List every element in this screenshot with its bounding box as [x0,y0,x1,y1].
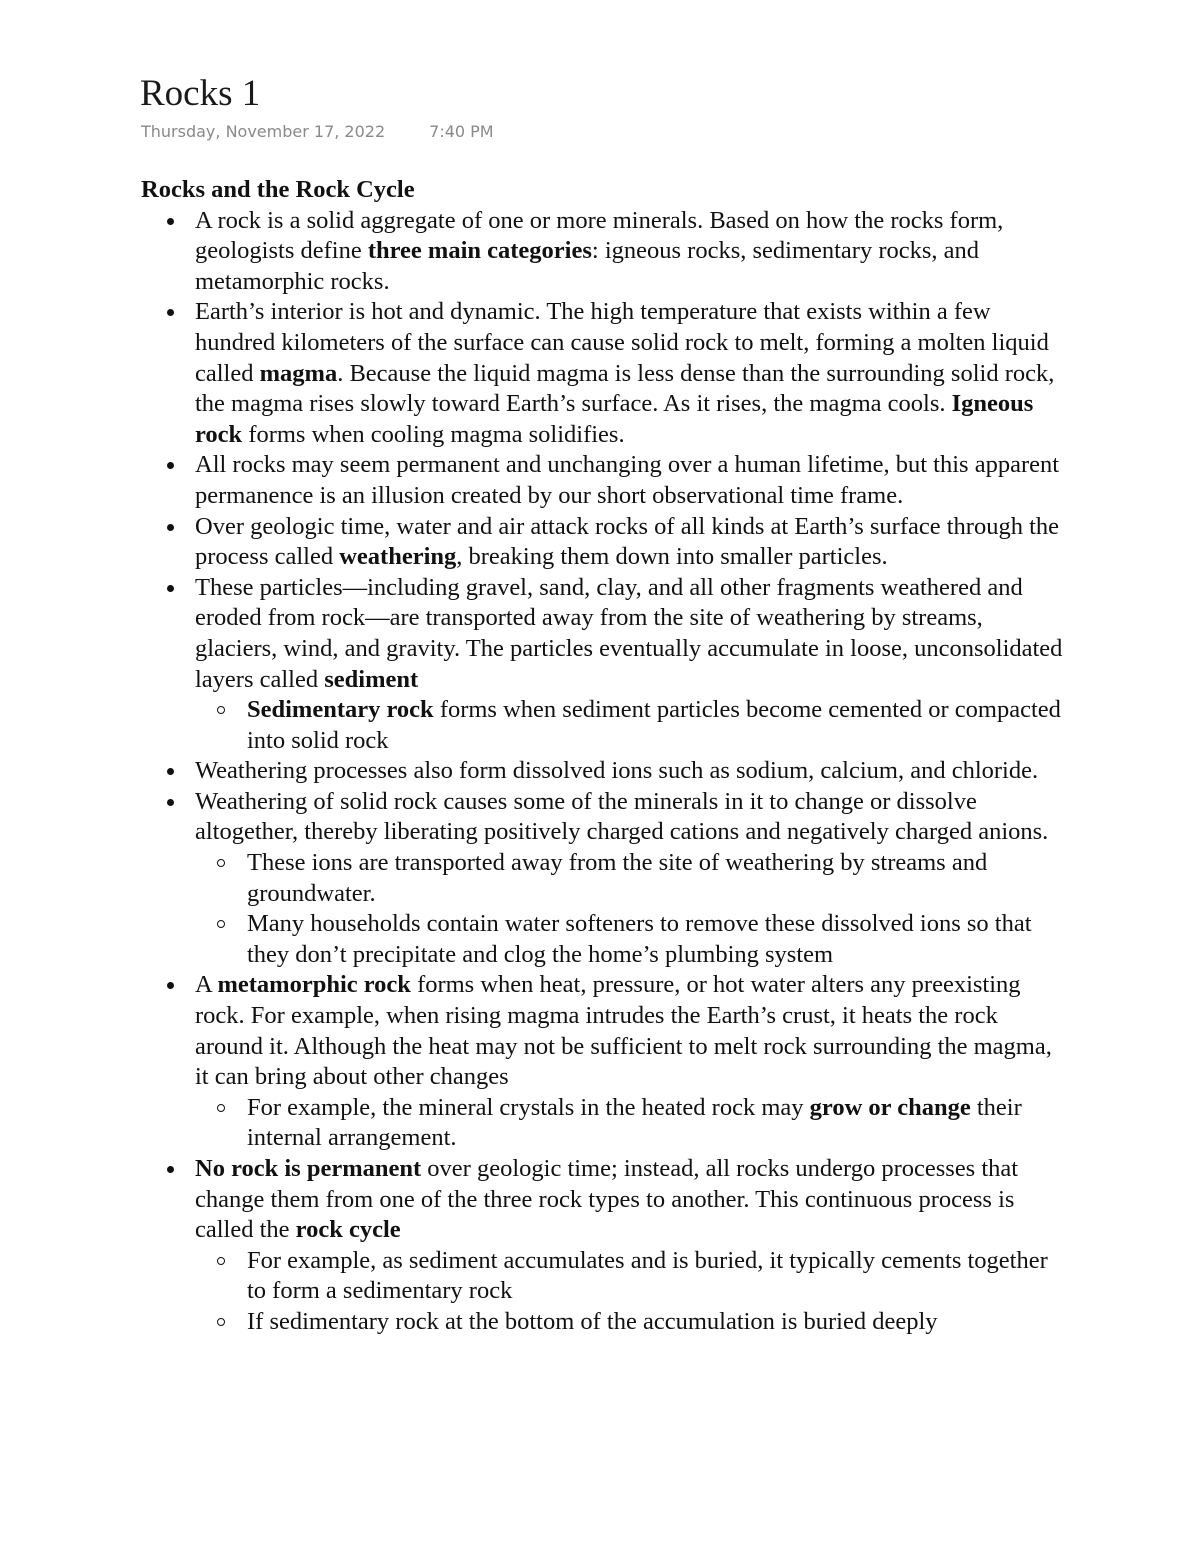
bullet-text: , breaking them down into smaller particles. [456,543,888,571]
bullet-text: Over geologic time, water and air attack rocks of all kinds at Earth’s surface through the process called [195,512,1059,571]
bullet-text: forms when cooling magma solidifies. [242,420,625,448]
sub-bullet-list [195,1246,1071,1338]
sub-bullet-list [195,848,1071,970]
bullet-text: A [195,971,218,999]
bullet-text: their internal arrangement. [247,1093,1022,1152]
sub-list-item: For example, as sediment accumulates and is buried, it typically cements together to form a sedimentary rock [195,1246,1071,1307]
bullet-text: : igneous rocks, sedimentary rocks, and metamorphic rocks. [195,237,980,295]
sub-list-item [195,695,1071,756]
bold-term: Igneous rock [195,390,1034,448]
bold-term: No rock is permanent [195,1155,422,1182]
section-heading: Rocks and the Rock Cycle [141,176,415,203]
list-item [141,206,1071,298]
bullet-text: All rocks may seem permanent and unchanging over a human lifetime, but this apparent permanence is an illusion created by our short observational time frame. [195,451,1060,509]
list-item [141,787,1071,971]
list-item [141,450,1071,511]
bold-term: metamorphic rock [217,971,411,999]
bold-term: weathering [339,543,457,571]
bullet-text: Weathering of solid rock causes some of the minerals in it to change or dissolve altogether, thereby liberating positively charged cations and negatively charged anions. [195,787,1049,846]
sub-list-item: These ions are transported away from the site of weathering by streams and groundwater. [195,848,1071,909]
bullet-text: For example, the mineral crystals in the heated rock may [247,1093,810,1121]
bullet-text: over geologic time; instead, all rocks undergo processes that change them from one of the three rock types to another. This continuous process is called the [195,1155,1019,1244]
bullet-text: A rock is a solid aggregate of one or more minerals. Based on how the rocks form, geologists define [195,206,1004,265]
page-time: 7:40 PM [429,122,494,141]
bold-term: sediment [324,665,419,693]
bold-term: magma [259,359,338,387]
bullet-text: forms when heat, pressure, or hot water alters any preexisting rock. For example, when rising magma intrudes the Earth’s crust, it heats the rock around it. Although the heat may not be sufficient to melt rock surrounding the magma, it can bring about other changes [195,971,1052,1091]
list-item [141,573,1071,757]
bullet-text: These particles—including gravel, sand, clay, and all other fragments weathered and eroded from rock—are transported away from the site of weathering by streams, glaciers, wind, and gravity. The particles eventually accumulate in loose, unconsolidated layers called [195,573,1063,693]
list-item [141,970,1071,1154]
bullet-list [141,206,1071,1338]
list-item [141,1154,1071,1338]
bold-term: rock cycle [295,1216,401,1244]
bold-term: grow or change [809,1093,971,1121]
bullet-text: Earth’s interior is hot and dynamic. The high temperature that exists within a few hundred kilometers of the surface can cause solid rock to melt, forming a molten liquid called [195,298,1049,387]
list-item [141,512,1071,573]
sub-list-item: Many households contain water softeners to remove these dissolved ions so that they don’t precipitate and clog the home’s plumbing system [195,909,1071,970]
page-title: Rocks 1 [140,73,261,114]
sub-bullet-list [195,695,1071,756]
sub-list-item: If sedimentary rock at the bottom of the accumulation is buried deeply [195,1307,1071,1338]
sub-bullet-list [195,1093,1071,1154]
bullet-text: . Because the liquid magma is less dense than the surrounding solid rock, the magma rises slowly toward Earth’s surface. As it rises, the magma cools. [195,359,1055,418]
list-item [141,297,1071,450]
page-date: Thursday, November 17, 2022 [141,122,386,141]
bullet-text: forms when sediment particles become cemented or compacted into solid rock [247,696,1061,754]
bold-term: Sedimentary rock [247,696,434,724]
bullet-text: Weathering processes also form dissolved ions such as sodium, calcium, and chloride. [195,757,1039,785]
note-body[interactable] [141,175,1071,1338]
list-item [141,756,1071,787]
bold-term: three main categories [367,237,592,265]
page-timestamp [141,122,494,141]
sub-list-item [195,1093,1071,1154]
